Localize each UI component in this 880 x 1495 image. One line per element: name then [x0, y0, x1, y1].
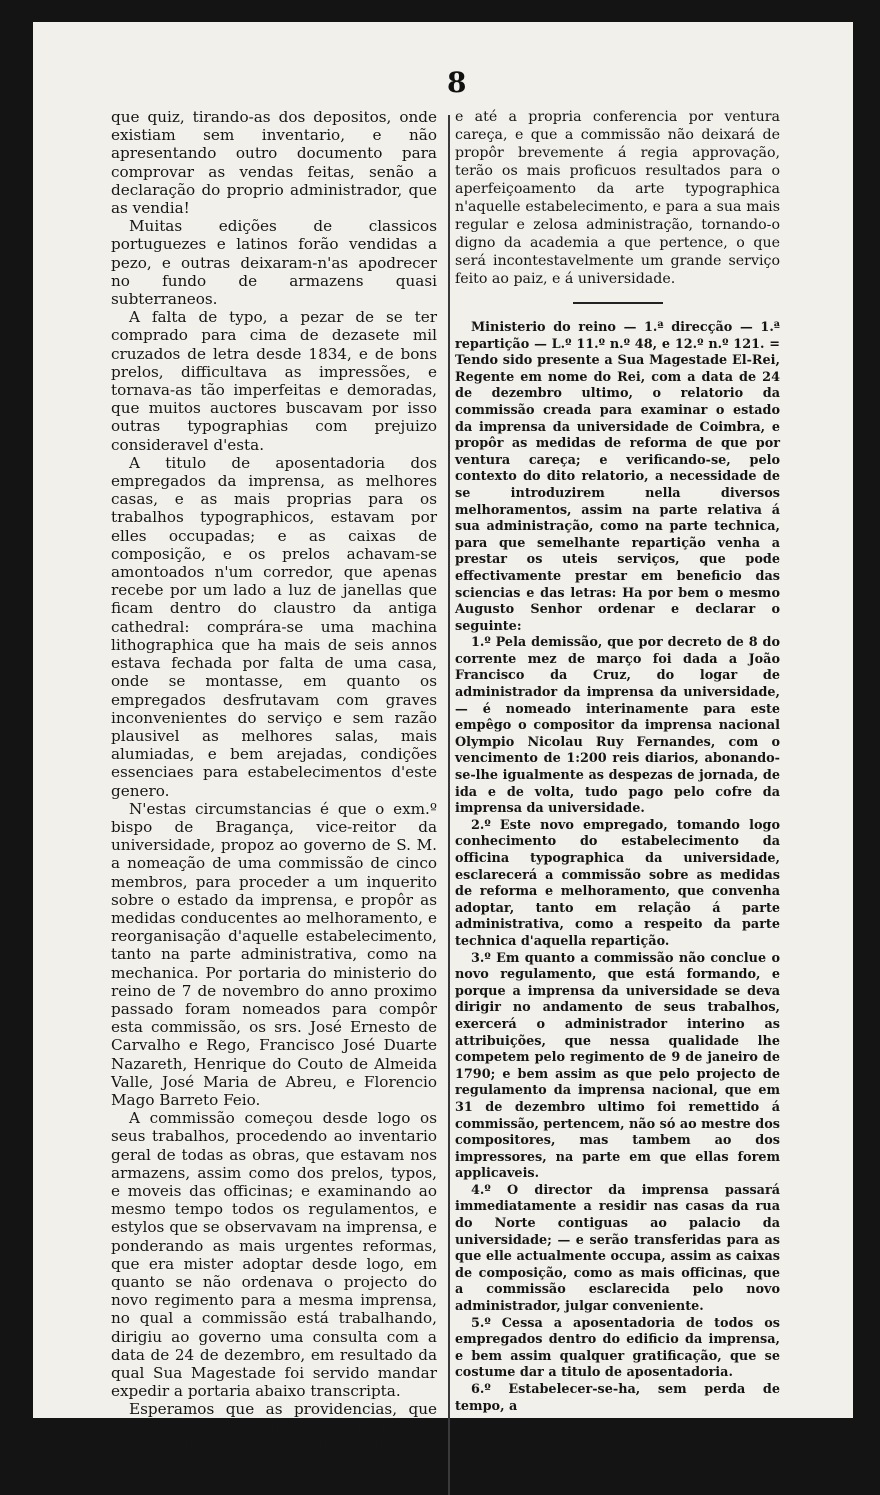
- paragraph: A titulo de aposentadoria dos empregados da imprensa, as melhores casas, e as mais proprias para os trabalhos typographicos, estavam por elles occupadas; e as caixas de composição, e os prelos achavam-se amontoados n'um corredor, que apenas recebe por um lado a luz de janellas que ficam dentro do claustro da antiga cathedral: comprára-se uma machina lithographica que ha mais de seis annos estava fechada por falta de uma casa, onde se montasse, em quanto os empregados desfrutavam com graves inconvenientes do serviço e sem razão plausivel as melhores salas, mais alumiadas, e bem arejadas, condições essenciaes para estabelecimentos d'este genero.: [111, 453, 437, 800]
- paragraph: Muitas edições de classicos portuguezes e latinos forão vendidas a pezo, e outras deixaram-n'as apodrecer no fundo de armazens quasi subterraneos.: [111, 217, 437, 309]
- paragraph: N'estas circumstancias é que o exm.º bispo de Bragança, vice-reitor da universidade, propoz ao governo de S. M. a nomeação de uma commissão de cinco membros, para proceder a um inquerito sobre o estado da imprensa, e propôr as medidas conducentes ao melhoramento, e reorganisação d'aquelle estabelecimento, tanto na parte administrativa, como na mechanica. Por portaria do ministerio do reino de 7 de novembro do anno proximo passado foram nomeados para compôr esta commissão, os srs. José Ernesto de Carvalho e Rego, Francisco José Duarte Nazareth, Henrique do Couto de Almeida Valle, José Maria de Abreu, e Florencio Mago Barreto Feio.: [111, 799, 437, 1109]
- right-column: [455, 108, 780, 1415]
- paragraph: que quiz, tirando-as dos depositos, onde existiam sem inventario, e não apresentando outro documento para comprovar as vendas feitas, senão a declaração do proprio administrador, que as vendia!: [111, 108, 437, 218]
- decree-text: [455, 320, 780, 1415]
- page-number: 8: [447, 66, 467, 99]
- section-separator: [573, 302, 663, 304]
- decree-paragraph: 2.º Este novo empregado, tomando logo conhecimento do estabelecimento da officina typographica da universidade, esclarecerá a commissão sobre as medidas de reforma e melhoramento, que convenha adoptar, tanto em relação á parte administrativa, como a respeito da parte technica d'aquella repartição.: [455, 817, 780, 949]
- decree-paragraph: 4.º O director da imprensa passará immediatamente a residir nas casas da rua do Norte contiguas ao palacio da universidade; — e serão transferidas para as que elle actualmente occupa, assim as caixas de composição, como as mais officinas, que a commissão esclarecida pelo novo administrador, julgar conveniente.: [455, 1182, 780, 1315]
- decree-paragraph: 1.º Pela demissão, que por decreto de 8 do corrente mez de março foi dada a João Francisco da Cruz, do logar de administrador da imprensa da universidade, — é nomeado interinamente para este empêgo o compositor da imprensa nacional Olympio Nicolau Ruy Fernandes, com o vencimento de 1:200 reis diarios, abonando-se-lhe igualmente as despezas de jornada, de ida e de volta, tudo pago pelo cofre da imprensa da universidade.: [455, 635, 780, 817]
- paragraph: A commissão começou desde logo os seus trabalhos, procedendo ao inventario geral de todas as obras, que estavam nos armazens, assim como dos prelos, typos, e moveis das officinas; e examinando ao mesmo tempo todos os regulamentos, e estylos que se observavam na imprensa, e ponderando as mais urgentes reformas, que era mister adoptar desde logo, em quanto se não ordenava o projecto do novo regimento para a mesma imprensa, no qual a commissão está trabalhando, dirigiu ao governo uma consulta com a data de 24 de dezembro, em resultado da qual Sua Magestade foi servido mandar expedir a portaria abaixo transcripta.: [111, 1109, 437, 1401]
- decree-paragraph: 6.º Estabelecer-se-ha, sem perda de tempo, a: [455, 1382, 780, 1414]
- left-column: [111, 108, 437, 1473]
- column-divider: [448, 115, 450, 1495]
- paragraph: A falta de typo, a pezar de se ter comprado para cima de dezasete mil cruzados de letra desde 1834, e de bons prelos, difficultava as impressões, e tornava-as tão imperfeitas e demoradas, que muitos auctores buscavam por isso outras typographias com prejuizo consideravel d'esta.: [111, 308, 437, 454]
- decree-paragraph: Ministerio do reino — 1.ª direcção — 1.ª repartição — L.º 11.º n.º 48, e 12.º n.º 121. = Tendo sido presente a Sua Magestade El-Rei, Regente em nome do Rei, com a data de 24 de dezembro ultimo, o relatorio da commissão creada para examinar o estado da imprensa da universidade de Coimbra, e propôr as medidas de reforma de que por ventura careça; e verificando-se, pelo contexto do dito relatorio, a necessidade de se introduzirem nella diversos melhoramentos, assim na parte relativa á sua administração, como na parte technica, para que semelhante repartição venha a prestar os uteis serviços, que pode effectivamente prestar em beneficio das sciencias e das letras: Ha por bem o mesmo Augusto Senhor ordenar e declarar o seguinte:: [455, 320, 780, 634]
- decree-paragraph: 3.º Em quanto a commissão não conclue o novo regulamento, que está formando, e porque a imprensa da universidade se deva dirigir no andamento de seus trabalhos, exercerá o administrador interino as attribuições, que nessa qualidade lhe competem pelo regimento de 9 de janeiro de 1790; e bem assim as que pelo projecto de regulamento da imprensa nacional, que em 31 de dezembro ultimo foi remettido á commissão, pertencem, não só ao mestre dos compositores, mas tambem ao dos impressores, na parte em que ellas forem applicaveis.: [455, 950, 780, 1182]
- paragraph: Esperamos que as providencias, que nella se ordenam, os definitivos regulamentos e todas as mais reformas, de que a imprensa: [111, 1400, 437, 1474]
- decree-paragraph: 5.º Cessa a aposentadoria de todos os empregados dentro do edificio da imprensa, e bem assim qualquer gratificação, que se costume dar a titulo de aposentadoria.: [455, 1315, 780, 1381]
- paragraph: e até a propria conferencia por ventura careça, e que a commissão não deixará de propôr brevemente á regia approvação, terão os mais proficuos resultados para o aperfeiçoamento da arte typographica n'aquelle estabelecimento, e para a sua mais regular e zelosa administração, tornando-o digno da academia a que pertence, o que será incontestavelmente um grande serviço feito ao paiz, e á universidade.: [455, 109, 780, 287]
